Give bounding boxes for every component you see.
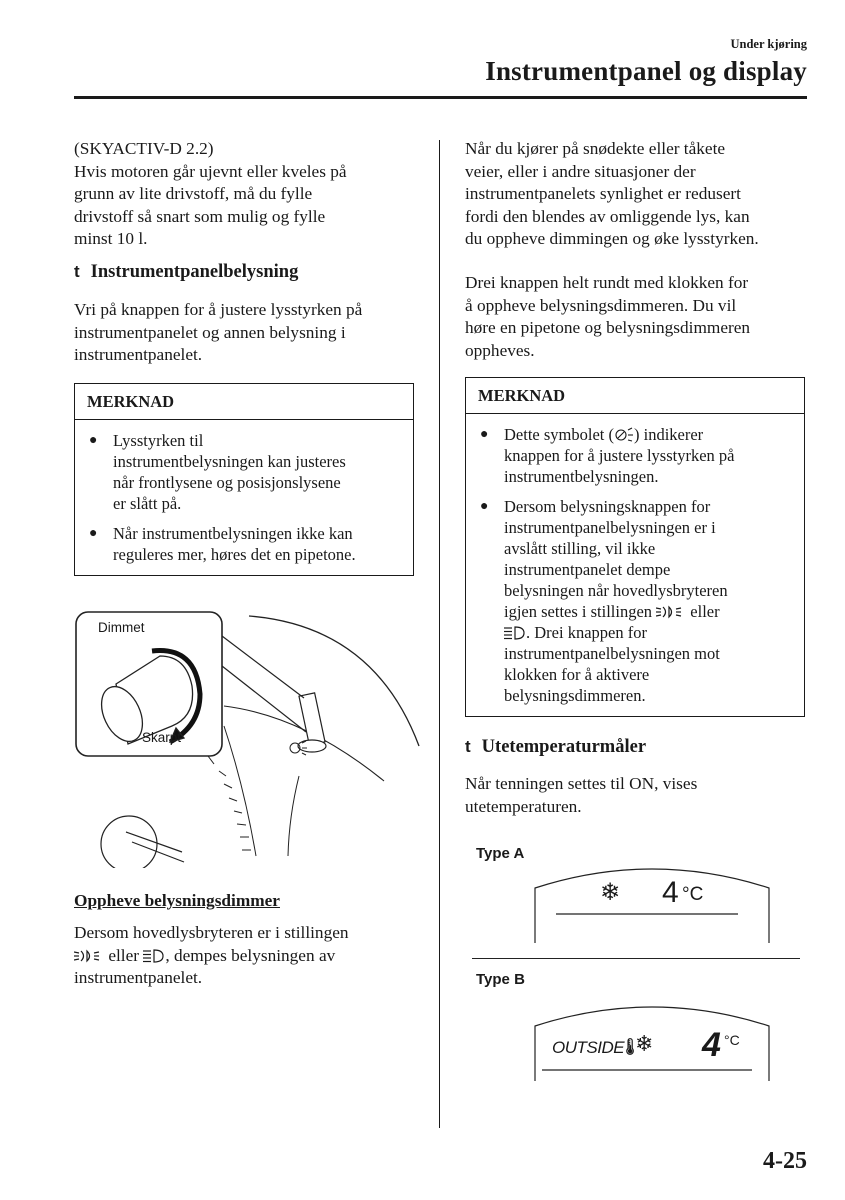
lighting-line: Vri på knappen for å justere lysstyrken på bbox=[74, 300, 363, 319]
bullet-icon: ● bbox=[480, 499, 489, 514]
subheading-cancel-dimmer: Oppheve belysningsdimmer bbox=[74, 891, 280, 910]
dimmer-symbol-icon bbox=[614, 427, 634, 442]
type-a-temp-unit: °C bbox=[682, 884, 704, 905]
note-line: avslått stilling, vil ikke bbox=[504, 539, 656, 558]
position-lamp-icon bbox=[74, 949, 104, 963]
bullet-icon: ● bbox=[480, 427, 489, 442]
type-a-display-frame bbox=[534, 858, 770, 944]
note-line: instrumentbelysningen. bbox=[504, 467, 659, 486]
type-divider bbox=[472, 958, 800, 959]
thermometer-icon: 🌡︎ bbox=[620, 1037, 641, 1056]
temp-line: Når tenningen settes til ON, vises bbox=[465, 774, 698, 793]
bullet-icon: ● bbox=[89, 433, 98, 448]
section-heading-outside-temp bbox=[465, 737, 646, 758]
type-b-temp-unit: °C bbox=[724, 1032, 740, 1048]
snowflake-icon: ❄ bbox=[635, 1032, 654, 1057]
position-lamp-icon bbox=[656, 605, 686, 619]
section-title: Utetemperaturmåler bbox=[481, 737, 647, 757]
para-line: Drei knappen helt rundt med klokken for bbox=[465, 273, 749, 292]
lighting-line: instrumentpanelet. bbox=[74, 345, 203, 365]
cancel-line: instrumentpanelet. bbox=[74, 968, 203, 988]
para-line: du oppheve dimmingen og øke lysstyrken. bbox=[465, 229, 759, 249]
para-line: veier, eller i andre situasjoner der bbox=[465, 161, 696, 181]
note-text: ) indikerer bbox=[633, 425, 704, 444]
or-word: eller bbox=[108, 945, 140, 965]
note-line: Når instrumentbelysningen ikke kan bbox=[113, 524, 353, 543]
type-a-temp-value: 4 bbox=[662, 876, 679, 909]
para-line: Når du kjører på snødekte eller tåkete bbox=[465, 139, 726, 158]
type-a-display bbox=[534, 858, 770, 944]
note-title: MERKNAD bbox=[466, 378, 804, 414]
note-line: reguleres mer, høres det en pipetone. bbox=[113, 545, 356, 564]
label-dim: Dimmet bbox=[98, 620, 145, 635]
intro-line: minst 10 l. bbox=[74, 229, 148, 249]
note-line: knappen for å justere lysstyrken på bbox=[504, 446, 735, 465]
section-title: Instrumentpanelbelysning bbox=[90, 262, 299, 282]
para-line: oppheves. bbox=[465, 340, 535, 360]
para-line: å oppheve belysningsdimmeren. Du vil bbox=[465, 295, 737, 315]
label-bright: Skarpt bbox=[142, 730, 182, 745]
note-line: er slått på. bbox=[113, 494, 182, 513]
note-line: instrumentbelysningen kan justeres bbox=[113, 452, 346, 471]
note-box-right bbox=[465, 377, 805, 717]
note-text: igjen settes i stillingen bbox=[504, 602, 653, 621]
right-paragraph-1 bbox=[465, 138, 810, 251]
page-title: Instrumentpanel og display bbox=[485, 56, 807, 86]
note-line: Lysstyrken til bbox=[113, 431, 204, 450]
snowflake-icon: ❄ bbox=[600, 878, 621, 906]
note-text: . Drei knappen for bbox=[526, 623, 647, 642]
intro-line: drivstoff så snart som mulig og fylle bbox=[74, 206, 326, 226]
note-body bbox=[466, 414, 804, 716]
page-number: 4-25 bbox=[763, 1148, 807, 1174]
header-section-label: Under kjøring bbox=[730, 37, 807, 51]
section-marker: t bbox=[74, 262, 80, 281]
header-rule bbox=[74, 96, 807, 99]
intro-line: grunn av lite drivstoff, må du fylle bbox=[74, 184, 313, 204]
right-paragraph-2 bbox=[465, 272, 810, 362]
note-text: eller bbox=[690, 602, 720, 621]
intro-paragraph bbox=[74, 138, 424, 251]
intro-line: Hvis motoren går ujevnt eller kveles på bbox=[74, 161, 347, 181]
dimmer-knob-illustration bbox=[74, 606, 424, 868]
note-body bbox=[75, 420, 413, 575]
bullet-icon: ● bbox=[89, 526, 98, 541]
cancel-line-with-icons bbox=[74, 945, 424, 968]
intro-line: (SKYACTIV-D 2.2) bbox=[74, 139, 214, 158]
section-marker: t bbox=[465, 737, 471, 756]
cancel-text: , dempes belysningen av bbox=[165, 945, 336, 965]
note-text: Dette symbolet ( bbox=[504, 425, 614, 444]
para-line: fordi den blendes av omliggende lys, kan bbox=[465, 206, 750, 226]
cancel-paragraph bbox=[74, 922, 424, 990]
lighting-line: instrumentpanelet og annen belysning i bbox=[74, 322, 346, 342]
type-b-label: Type B bbox=[476, 971, 525, 988]
headlight-icon bbox=[143, 949, 165, 963]
temp-paragraph bbox=[465, 773, 810, 818]
lighting-paragraph bbox=[74, 299, 424, 367]
note-title: MERKNAD bbox=[75, 384, 413, 420]
type-b-display bbox=[534, 996, 770, 1082]
note-line: belysningen når hovedlysbryteren bbox=[504, 581, 728, 600]
note-line: Dersom belysningsknappen for bbox=[504, 497, 711, 516]
headlight-icon bbox=[504, 626, 526, 640]
note-line: instrumentpanelbelysningen er i bbox=[504, 518, 716, 537]
note-line: instrumentpanelet dempe bbox=[504, 560, 671, 579]
temp-line: utetemperaturen. bbox=[465, 796, 582, 816]
note-item bbox=[85, 430, 401, 514]
note-line: belysningsdimmeren. bbox=[504, 686, 646, 705]
para-line: instrumentpanelets synlighet er redusert bbox=[465, 184, 741, 204]
column-divider bbox=[439, 140, 440, 1128]
note-line: instrumentpanelbelysningen mot bbox=[504, 644, 720, 663]
cancel-line: Dersom hovedlysbryteren er i stillingen bbox=[74, 923, 349, 942]
note-line: når frontlysene og posisjonslysene bbox=[113, 473, 341, 492]
note-item bbox=[476, 424, 792, 487]
type-b-temp-value: 4 bbox=[702, 1026, 721, 1064]
type-b-outside-text: OUTSIDE bbox=[552, 1038, 625, 1057]
note-item bbox=[85, 523, 401, 565]
section-heading-instrument-lighting bbox=[74, 262, 298, 283]
note-box-left bbox=[74, 383, 414, 576]
note-line: klokken for å aktivere bbox=[504, 665, 650, 684]
para-line: høre en pipetone og belysningsdimmeren bbox=[465, 318, 751, 338]
type-a-label: Type A bbox=[476, 845, 525, 862]
dimmer-knob-drawing bbox=[74, 606, 424, 868]
note-item bbox=[476, 496, 792, 706]
